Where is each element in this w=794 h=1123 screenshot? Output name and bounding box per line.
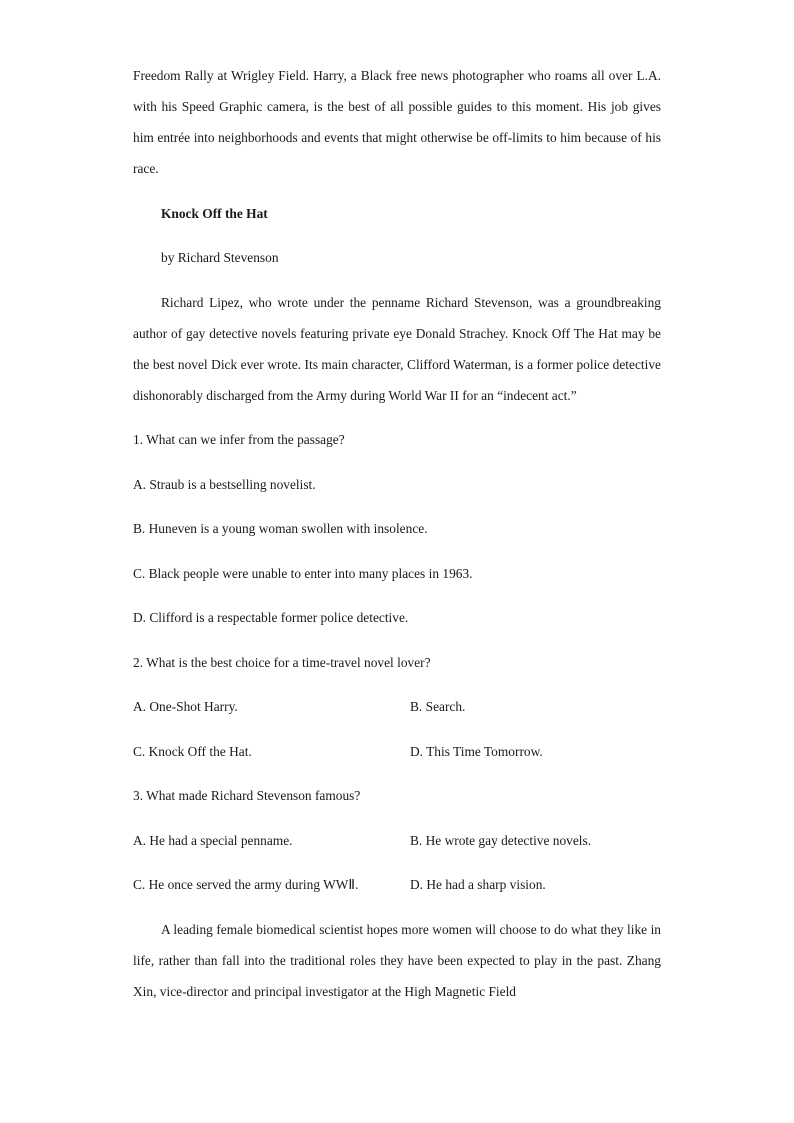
question-3-options-row-1	[133, 825, 661, 856]
question-3-option-b: B. He wrote gay detective novels.	[410, 832, 592, 848]
question-2-option-d: D. This Time Tomorrow.	[410, 743, 543, 759]
next-passage-paragraph: A leading female biomedical scientist hopes more women will choose to do what they like in life, rather than fall into the traditional roles they have been expected to play in the past. Zhang Xin, vice-director and principal investigator at the High Magnetic Field	[133, 921, 661, 999]
book-description: Richard Lipez, who wrote under the penname Richard Stevenson, was a groundbreaking author of gay detective novels featuring private eye Donald Strachey. Knock Off The Hat may be the best novel Dick ever wrote. Its main character, Clifford Waterman, is a former police detective dishonorably discharged from the Army during World War II for an “indecent act.”	[133, 294, 661, 403]
question-2-option-b: B. Search.	[410, 699, 466, 714]
question-3: 3. What made Richard Stevenson famous?	[133, 788, 361, 803]
book-author: by Richard Stevenson	[161, 250, 279, 265]
question-1: 1. What can we infer from the passage?	[133, 432, 345, 447]
intro-paragraph: Freedom Rally at Wrigley Field. Harry, a Black free news photographer who roams all over L.A. with his Speed Graphic camera, is the best of all possible guides to this moment. His job gives him entrée into neighborhoods and events that might otherwise be off-limits to him because of his race.	[133, 68, 661, 176]
question-1-option-a: A. Straub is a bestselling novelist.	[133, 476, 316, 492]
question-2: 2. What is the best choice for a time-travel novel lover?	[133, 654, 431, 670]
question-3-option-d: D. He had a sharp vision.	[410, 877, 546, 892]
question-3-option-a: A. He had a special penname.	[133, 832, 293, 848]
question-1-option-b: B. Huneven is a young woman swollen with insolence.	[133, 521, 428, 536]
question-2-option-a: A. One-Shot Harry.	[133, 699, 238, 714]
question-2-options-row-1	[133, 691, 661, 722]
question-1-option-d: D. Clifford is a respectable former police detective.	[133, 610, 409, 625]
book-title: Knock Off the Hat	[161, 205, 268, 221]
document-page	[133, 60, 661, 1007]
question-2-options-row-2	[133, 736, 661, 767]
question-3-option-c: C. He once served the army during WWⅡ.	[133, 877, 359, 892]
question-1-option-c: C. Black people were unable to enter into many places in 1963.	[133, 565, 473, 581]
question-2-option-c: C. Knock Off the Hat.	[133, 743, 252, 759]
question-3-options-row-2	[133, 869, 661, 900]
